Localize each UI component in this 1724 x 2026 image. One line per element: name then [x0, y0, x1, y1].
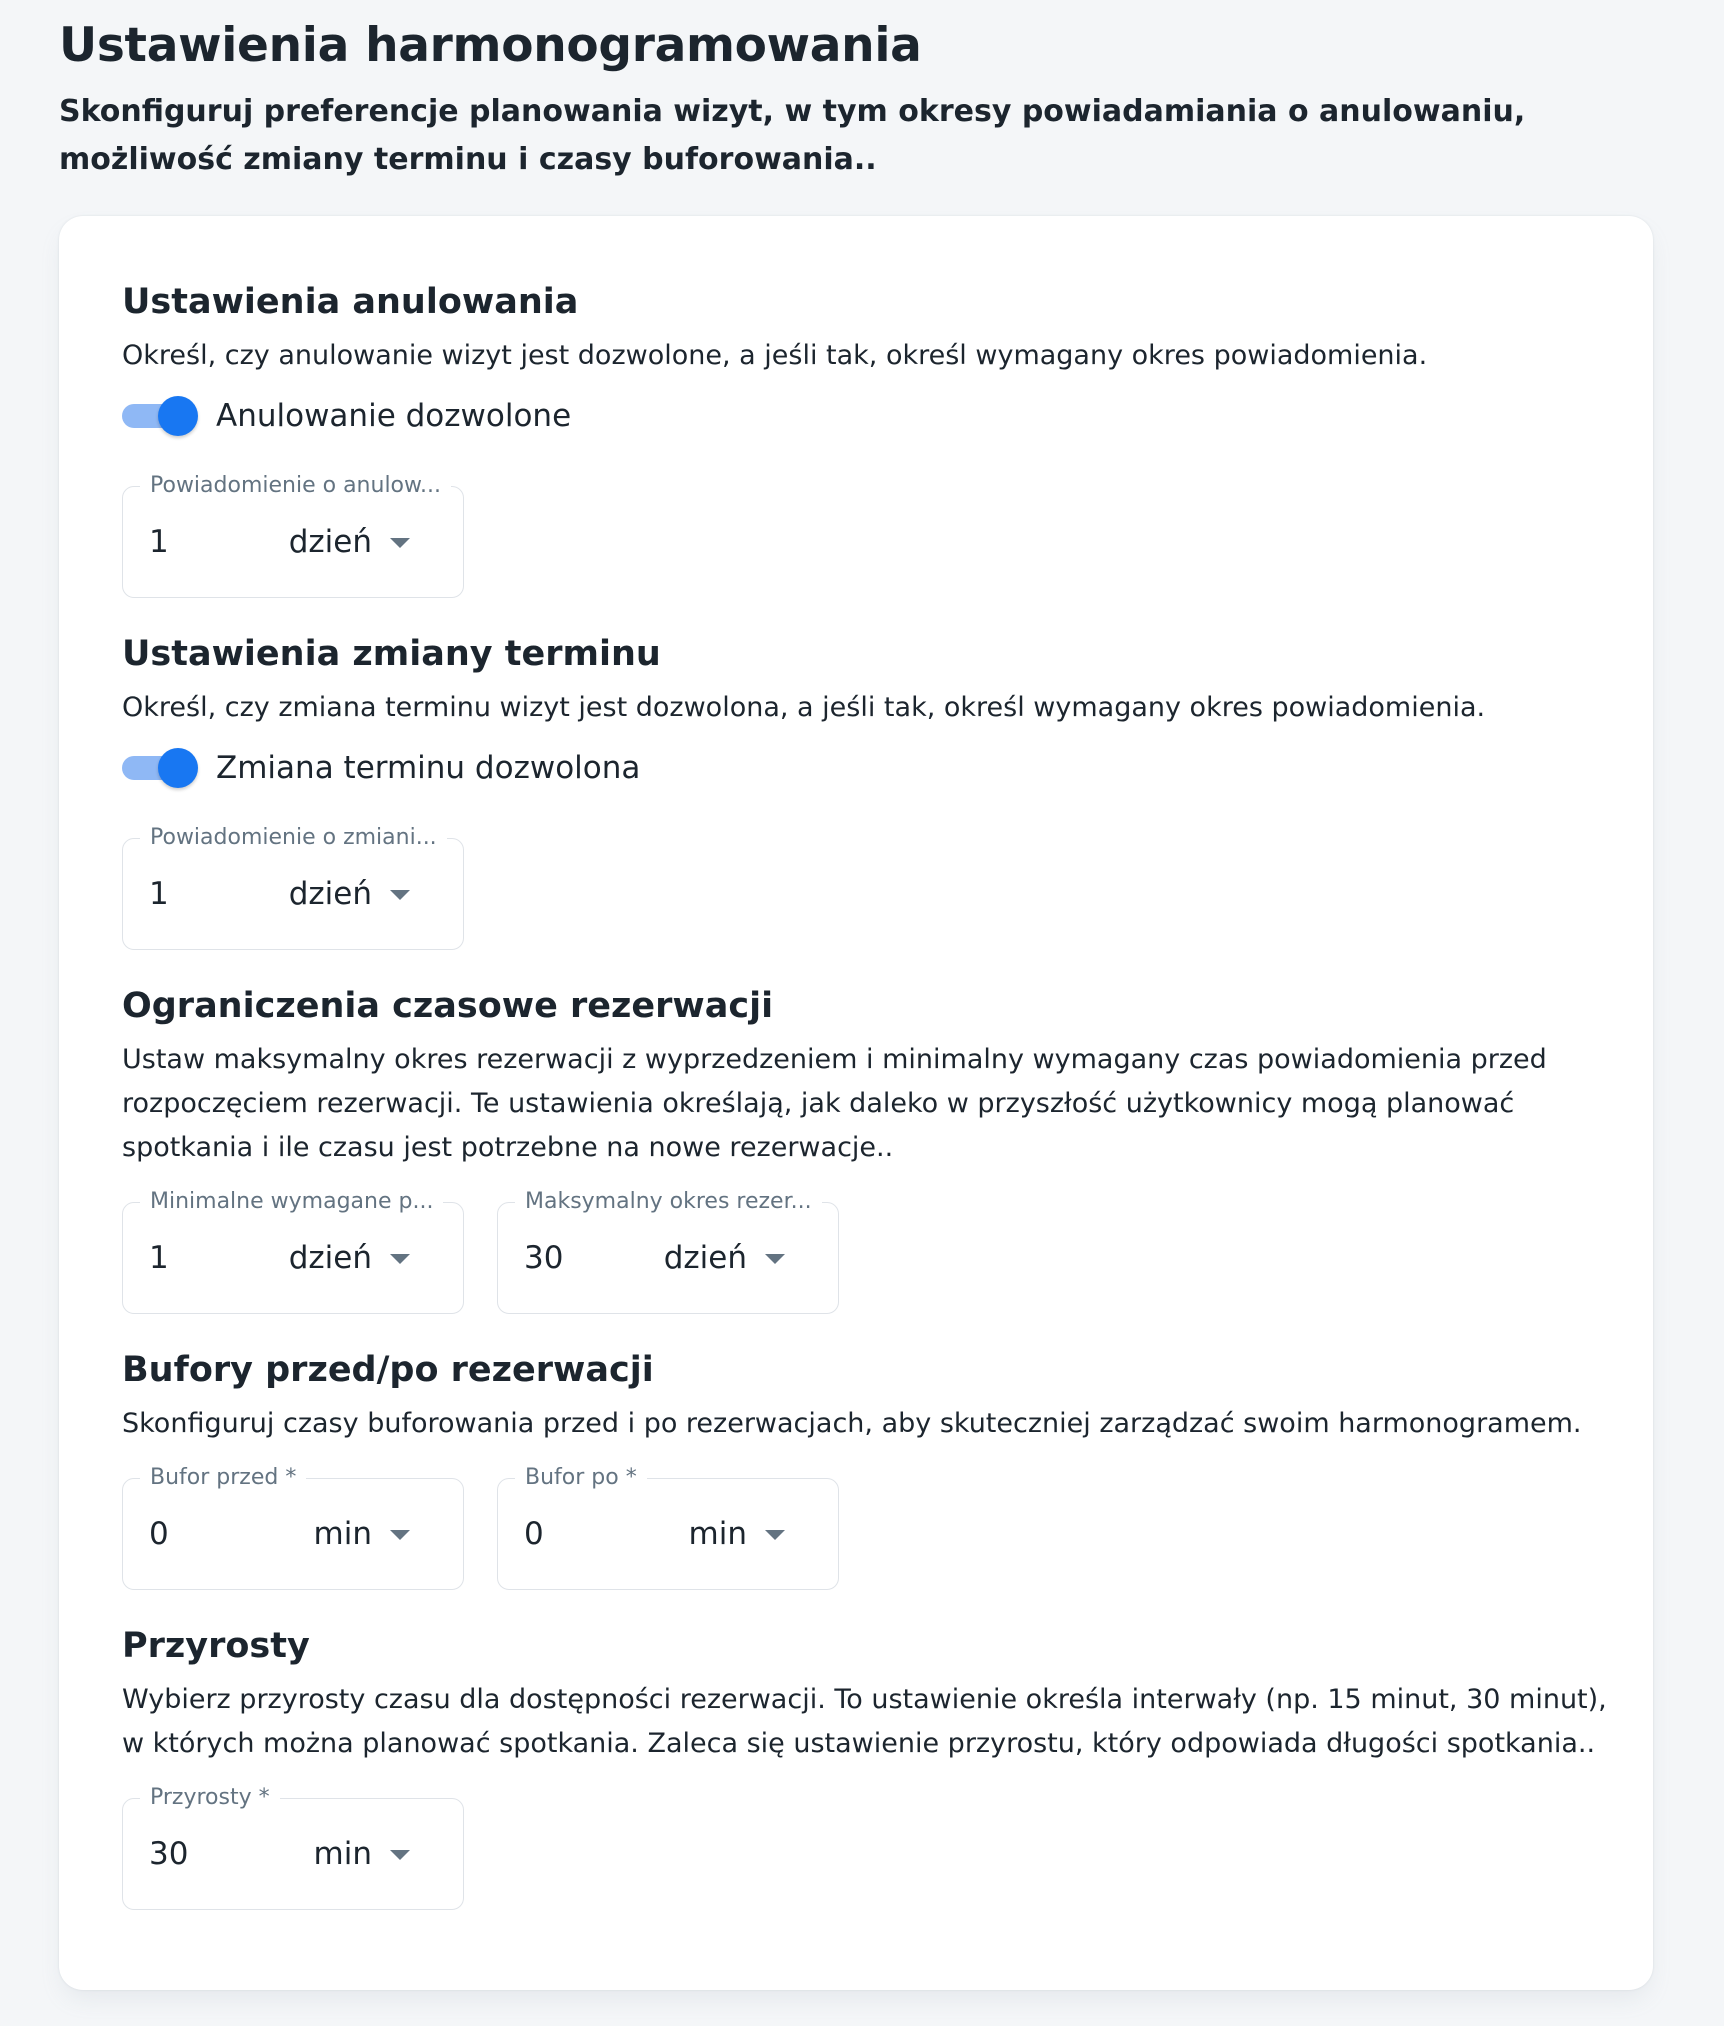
- reschedule-notice-value-input[interactable]: 1: [149, 876, 169, 912]
- switch-thumb: [158, 396, 198, 436]
- increments-section-title: Przyrosty: [122, 1626, 310, 1666]
- buffer-after-unit-select[interactable]: min: [688, 1516, 747, 1552]
- min-notice-label: Minimalne wymagane p...: [140, 1188, 443, 1216]
- reschedule-notice-label: Powiadomienie o zmiani...: [140, 824, 447, 852]
- increments-value-input[interactable]: 30: [149, 1836, 189, 1872]
- field-outline: [122, 1478, 464, 1590]
- buffers-section-title: Bufory przed/po rezerwacji: [122, 1350, 654, 1390]
- limits-section-title: Ograniczenia czasowe rezerwacji: [122, 986, 774, 1026]
- buffer-before-unit-select[interactable]: min: [313, 1516, 372, 1552]
- caret-down-icon[interactable]: [765, 1254, 785, 1264]
- caret-down-icon[interactable]: [390, 1530, 410, 1540]
- increments-label: Przyrosty *: [140, 1784, 280, 1812]
- buffer-after-value-input[interactable]: 0: [524, 1516, 544, 1552]
- reschedule-section-description: Określ, czy zmiana terminu wizyt jest dozwolona, a jeśli tak, określ wymagany okres powiadomienia.: [122, 692, 1486, 723]
- caret-down-icon[interactable]: [390, 1254, 410, 1264]
- cancellation-toggle-switch[interactable]: [122, 392, 198, 440]
- buffer-after-field[interactable]: [497, 1465, 839, 1590]
- limits-section-description: Ustaw maksymalny okres rezerwacji z wyprzedzeniem i minimalny wymagany czas powiadomienia przed rozpoczęciem rezerwacji. Te ustawienia określają, jak daleko w przyszłość użytkownicy mogą planować spotkania i ile czasu jest potrzebne na nowe rezerwacje..: [122, 1044, 1547, 1163]
- caret-down-icon[interactable]: [390, 538, 410, 548]
- switch-thumb: [158, 748, 198, 788]
- cancellation-notice-label: Powiadomienie o anulow...: [140, 472, 451, 500]
- max-period-value-input[interactable]: 30: [524, 1240, 564, 1276]
- reschedule-toggle-label: Zmiana terminu dozwolona: [216, 750, 641, 786]
- buffer-before-value-input[interactable]: 0: [149, 1516, 169, 1552]
- buffer-before-label: Bufor przed *: [140, 1464, 306, 1492]
- caret-down-icon[interactable]: [765, 1530, 785, 1540]
- page-title: Ustawienia harmonogramowania: [59, 18, 922, 73]
- field-outline: [497, 1478, 839, 1590]
- page-subtitle: Skonfiguruj preferencje planowania wizyt, w tym okresy powiadamiania o anulowaniu, możliwość zmiany terminu i czasy buforowania..: [59, 94, 1526, 177]
- reschedule-notice-unit-select[interactable]: dzień: [288, 876, 372, 912]
- caret-down-icon[interactable]: [390, 890, 410, 900]
- increments-field[interactable]: [122, 1785, 464, 1910]
- reschedule-toggle-row[interactable]: [122, 744, 640, 792]
- increments-unit-select[interactable]: min: [313, 1836, 372, 1872]
- cancellation-toggle-row[interactable]: [122, 392, 571, 440]
- reschedule-notice-field[interactable]: [122, 825, 464, 950]
- max-period-unit-select[interactable]: dzień: [663, 1240, 747, 1276]
- cancellation-section-description: Określ, czy anulowanie wizyt jest dozwolone, a jeśli tak, określ wymagany okres powiadomienia.: [122, 340, 1428, 371]
- cancellation-notice-field[interactable]: [122, 473, 464, 598]
- buffer-before-field[interactable]: [122, 1465, 464, 1590]
- cancellation-section-title: Ustawienia anulowania: [122, 282, 579, 322]
- settings-card: [59, 216, 1653, 1990]
- cancellation-notice-value-input[interactable]: 1: [149, 524, 169, 560]
- buffers-section-description: Skonfiguruj czasy buforowania przed i po rezerwacjach, aby skuteczniej zarządzać swoim harmonogramem.: [122, 1408, 1582, 1439]
- caret-down-icon[interactable]: [390, 1850, 410, 1860]
- buffer-after-label: Bufor po *: [515, 1464, 647, 1492]
- cancellation-notice-unit-select[interactable]: dzień: [288, 524, 372, 560]
- min-notice-unit-select[interactable]: dzień: [288, 1240, 372, 1276]
- increments-section-description: Wybierz przyrosty czasu dla dostępności rezerwacji. To ustawienie określa interwały (np. 15 minut, 30 minut), w których można planować spotkania. Zaleca się ustawienie przyrostu, który odpowiada długości spotkania..: [122, 1684, 1607, 1759]
- max-period-label: Maksymalny okres rezer...: [515, 1188, 822, 1216]
- reschedule-section-title: Ustawienia zmiany terminu: [122, 634, 661, 674]
- max-period-field[interactable]: [497, 1189, 839, 1314]
- reschedule-toggle-switch[interactable]: [122, 744, 198, 792]
- cancellation-toggle-label: Anulowanie dozwolone: [216, 398, 572, 434]
- min-notice-value-input[interactable]: 1: [149, 1240, 169, 1276]
- min-notice-field[interactable]: [122, 1189, 464, 1314]
